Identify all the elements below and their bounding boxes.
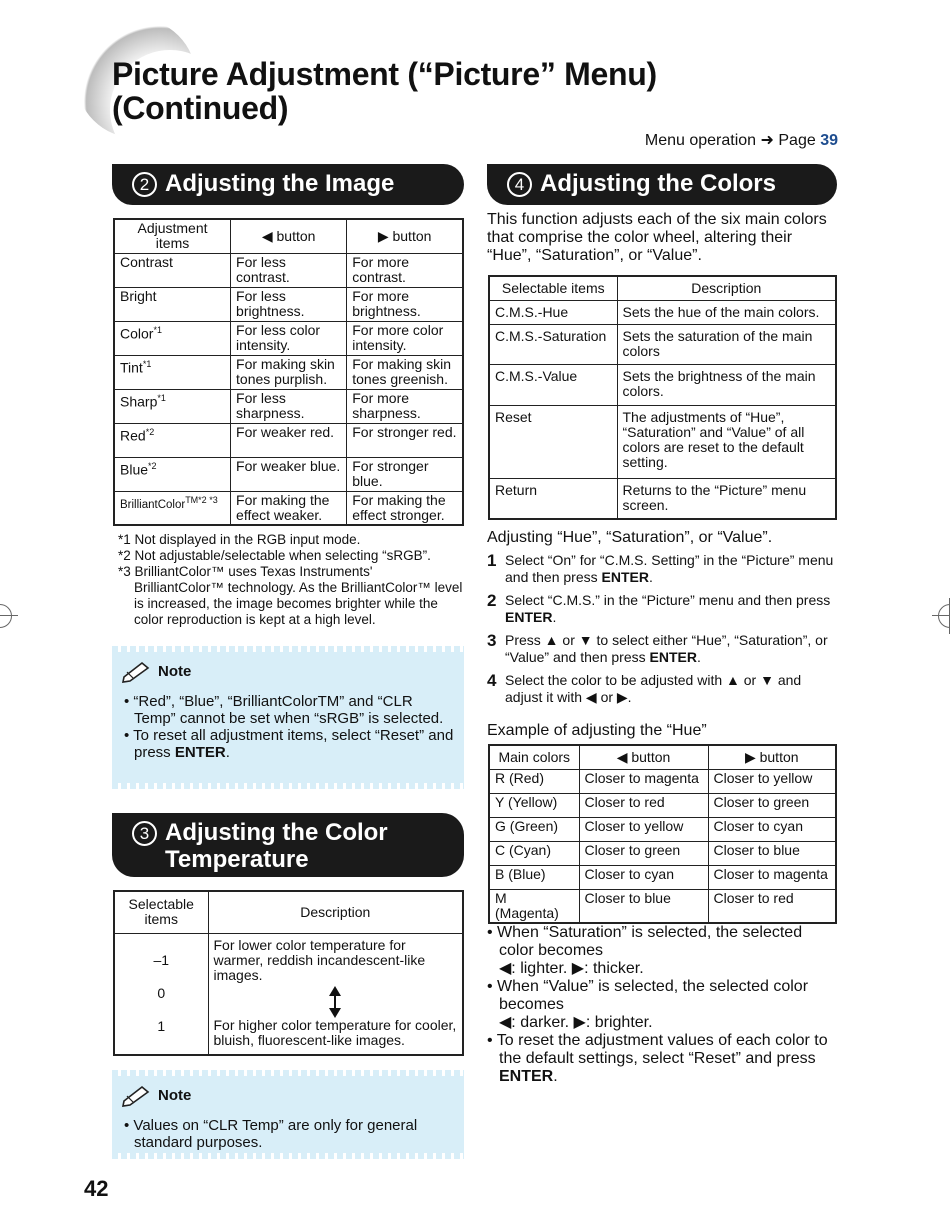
table-row: M (Magenta) Closer to blue Closer to red [489,889,836,923]
table-row: G (Green) Closer to yellow Closer to cyan [489,817,836,841]
table-row: C.M.S.-Saturation Sets the saturation of the main colors [489,324,836,364]
col-header: Selectable items [114,891,208,933]
col-header: Main colors [489,745,579,769]
note-item: • Values on “CLR Temp” are only for general standard purposes. [120,1117,456,1151]
steps-heading: Adjusting “Hue”, “Saturation”, or “Value”. [487,529,773,546]
col-header: ◀ button [579,745,708,769]
note-item: • To reset all adjustment items, select “Reset” and press ENTER. [120,727,456,761]
table-row: Reset The adjustments of “Hue”, “Saturation” and “Value” of all colors are reset to the default setting. [489,405,836,478]
table-row: Bright For less brightness. For more brightness. [114,287,463,321]
registration-mark-right [932,598,950,634]
list-item: • When “Saturation” is selected, the selected color becomes ◀: lighter. ▶: thicker. [487,924,803,977]
section-header-adjusting-image [112,164,464,205]
note-item: • “Red”, “Blue”, “BrilliantColorTM” and “CLR Temp” cannot be set when “sRGB” is selected. [120,693,456,727]
section-title: Adjusting the Colors [540,170,776,197]
section-header-adjusting-colors [487,164,837,205]
section-title: Adjusting the Image [165,170,395,197]
table-row: BrilliantColor$^{TM*2 *3}$ For making the effect weaker. For making the effect stronger. [114,491,463,525]
note-box [112,649,464,786]
section-number: 2 [132,172,157,197]
table-row: Blue$^{*2}$ For weaker blue. For stronger blue. [114,457,463,491]
page-title: Picture Adjustment (“Picture” Menu) (Continued) [112,56,657,126]
note-box [112,1073,464,1156]
note-title: Note [158,662,192,680]
table-row: R (Red) Closer to magenta Closer to yellow [489,769,836,793]
color-temperature-table [113,890,464,1056]
page-number: 42 [84,1176,109,1201]
pencil-note-icon [120,659,154,683]
pencil-note-icon [120,1083,154,1107]
table-row: Return Returns to the “Picture” menu screen. [489,478,836,519]
step-item: 2 Select “C.M.S.” in the “Picture” menu and then press ENTER. [487,591,831,625]
note-title: Note [158,1086,192,1104]
list-item: • When “Value” is selected, the selected color becomes ◀: darker. ▶: brighter. [487,978,809,1031]
section-number: 4 [507,172,532,197]
table-row: C (Cyan) Closer to green Closer to blue [489,841,836,865]
table-row: Sharp$^{*1}$ For less sharpness. For more sharpness. [114,389,463,423]
double-arrow-icon [214,986,458,1018]
table-row: C.M.S.-Hue Sets the hue of the main colors. [489,300,836,324]
step-item: 3 Press ▲ or ▼ to select either “Hue”, “Saturation”, or “Value” and then press ENTER. [487,631,828,665]
table-row: C.M.S.-Value Sets the brightness of the main colors. [489,364,836,405]
menu-operation-reference: Menu operation ➜ Page 39 [644,132,838,149]
step-item: 4 Select the color to be adjusted with ▲ or ▼ and adjust it with ◀ or ▶. [487,671,802,705]
table-row: B (Blue) Closer to cyan Closer to magenta [489,865,836,889]
col-header: ▶ button [708,745,836,769]
table-row: Contrast For less contrast. For more contrast. [114,253,463,287]
table-row: Red$^{*2}$ For weaker red. For stronger red. [114,423,463,457]
registration-mark-left [0,598,18,634]
intro-paragraph: This function adjusts each of the six main colors that comprise the color wheel, altering their “Hue”, “Saturation”, or “Value”. [487,211,827,264]
steps-list [487,552,837,712]
col-header: ◀ button [231,219,347,253]
table-row: Y (Yellow) Closer to red Closer to green [489,793,836,817]
step-item: 1 Select “On” for “C.M.S. Setting” in the “Picture” menu and then press ENTER. [487,551,834,585]
col-header: Description [208,891,463,933]
table-row: –1 0 1 For lower color temperature for warmer, reddish incandescent-like images. For higher color temperature for cooler, bluish, fluorescent-like images. [114,933,463,1055]
bullet-list [487,924,839,1086]
footnotes: *1 Not displayed in the RGB input mode. *2 Not adjustable/selectable when selecting “sRGB”. *3 BrilliantColor™ uses Texas Instruments' BrilliantColor™ technology. As the BrilliantColor™ level is increased, the image becomes brighter while the color reproduction is kept at a high level. [118,532,463,627]
cms-items-table [488,275,837,520]
image-adjustment-table [113,218,464,526]
hue-example-table [488,744,837,924]
list-item: • To reset the adjustment values of each color to the default settings, select “Reset” and press ENTER. [487,1032,828,1085]
table-row: Tint$^{*1}$ For making skin tones purplish. For making skin tones greenish. [114,355,463,389]
section-header-color-temperature [112,813,464,877]
col-header: Adjustment items [114,219,231,253]
col-header: Description [617,276,836,300]
section-title: Adjusting the Color Temperature [165,819,388,873]
col-header: Selectable items [489,276,617,300]
page-link[interactable]: 39 [820,132,838,149]
section-number: 3 [132,821,157,846]
col-header: ▶ button [347,219,463,253]
table-row: Color$^{*1}$ For less color intensity. For more color intensity. [114,321,463,355]
example-heading: Example of adjusting the “Hue” [487,722,707,739]
